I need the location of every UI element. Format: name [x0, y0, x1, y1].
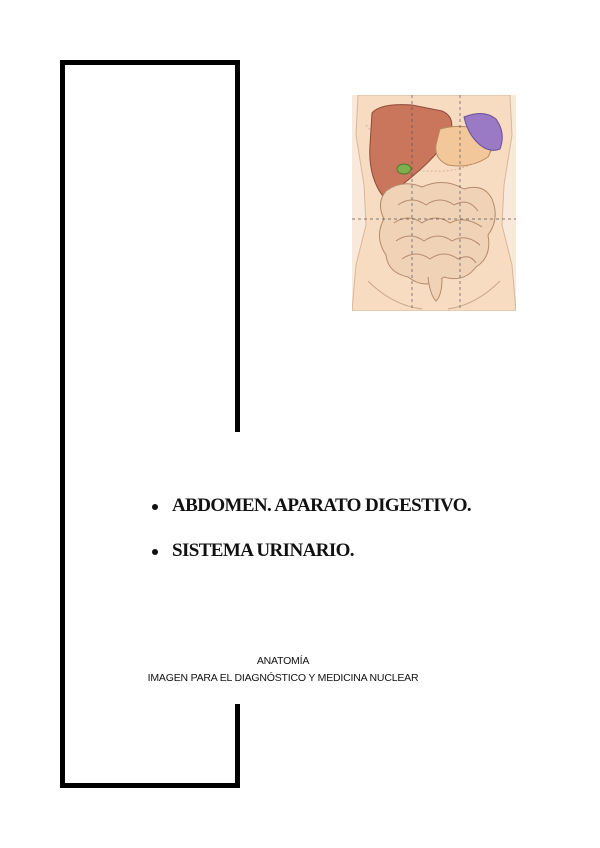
course-title: IMAGEN PARA EL DIAGNÓSTICO Y MEDICINA NUCLEAR	[147, 672, 419, 684]
frame-right-upper-line	[235, 60, 240, 432]
subject-title: ANATOMÍA	[256, 655, 310, 667]
gallbladder-shape	[397, 164, 411, 174]
frame-right-lower-line	[235, 704, 240, 788]
topic-list	[150, 494, 471, 584]
bullet-icon	[152, 504, 158, 510]
frame-bottom-line	[60, 783, 240, 788]
topic-label: SISTEMA URINARIO.	[172, 540, 354, 561]
bullet-icon	[152, 549, 158, 555]
frame-left-line	[60, 60, 65, 788]
topic-item-urinario	[150, 539, 471, 563]
topic-item-abdomen	[150, 494, 471, 518]
frame-top-line	[60, 60, 240, 65]
abdomen-anatomy-illustration	[352, 95, 516, 311]
topic-label: ABDOMEN. APARATO DIGESTIVO.	[172, 495, 472, 516]
